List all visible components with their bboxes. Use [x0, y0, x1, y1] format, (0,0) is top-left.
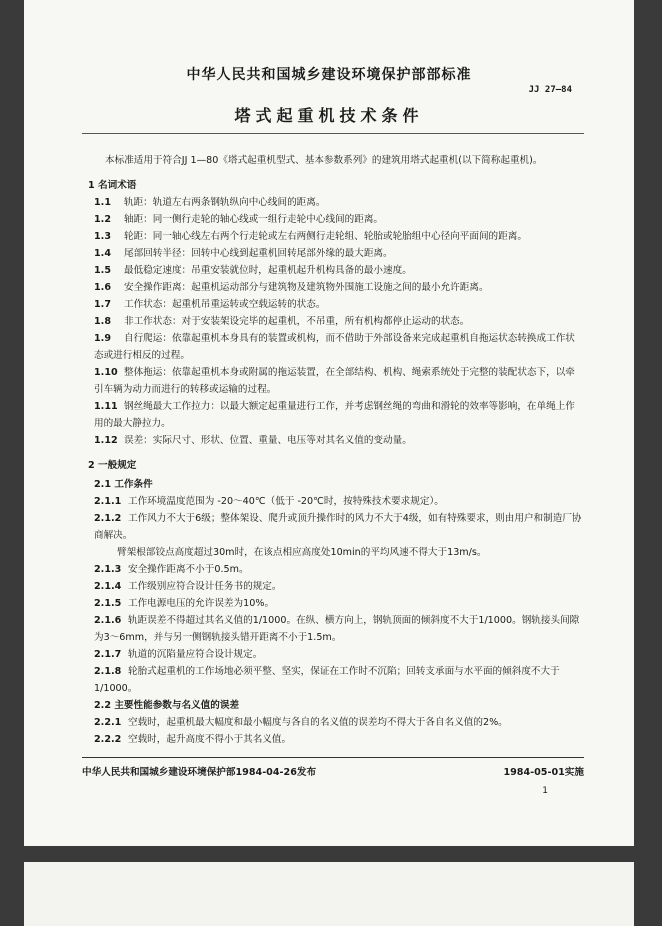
document-title: 塔式起重机技术条件 [234, 106, 424, 125]
clause-item [82, 194, 584, 211]
clause-item [82, 561, 584, 578]
clause-item [82, 211, 584, 228]
clause-number: 2.1.7 [94, 649, 122, 660]
section-2-1-list-a [82, 493, 584, 544]
section-2-2-heading: 2.2 主要性能参数与名义值的误差 [94, 700, 240, 711]
clause-text: 轨距误差不得超过其名义值的1/1000。在纵、横方向上，钢轨顶面的倾斜度不大于1/1000。钢轨接头间隙为3～6mm，并与另一侧钢轨接头错开距离不小于1.5m。 [94, 615, 580, 643]
clause-number: 2.1.1 [94, 496, 122, 507]
clause-number: 1.5 [94, 265, 111, 276]
clause-text: 空载时，起升高度不得小于其名义值。 [128, 734, 292, 745]
clause-text: 轮距：同一轴心线左右两个行走轮或左右两侧行走轮组、轮胎或轮胎组中心径向平面间的距离。 [124, 231, 527, 242]
clause-item [82, 398, 584, 432]
clause-text: 非工作状态：对于安装架设完毕的起重机，不吊重，所有机构都停止运动的状态。 [124, 316, 470, 327]
clause-item [82, 245, 584, 262]
clause-number: 2.1.8 [94, 666, 122, 677]
clause-number: 2.1.5 [94, 598, 122, 609]
clause-number: 2.2.2 [94, 734, 122, 745]
clause-number: 1.8 [94, 316, 111, 327]
standard-number: JJ 27—84 [528, 85, 572, 95]
clause-item [82, 493, 584, 510]
organization-title: 中华人民共和国城乡建设环境保护部部标准 [186, 67, 472, 83]
clause-text: 整体拖运：依靠起重机本身或附属的拖运装置，在全部结构、机构、绳索系统处于完整的装配状态下，以牵引车辆为动力而进行的转移或运输的过程。 [94, 367, 575, 395]
clause-number: 1.12 [94, 435, 118, 446]
issue-info: 中华人民共和国城乡建设环境保护部1984-04-26发布 [82, 767, 317, 778]
clause-text: 轨距：轨道左右两条钢轨纵向中心线间的距离。 [124, 197, 326, 208]
next-page [24, 862, 634, 926]
clause-text: 钢丝绳最大工作拉力：以最大额定起重量进行工作，并考虑钢丝绳的弯曲和滑轮的效率等影响，在单绳上作用的最大静拉力。 [94, 401, 575, 429]
clause-number: 1.2 [94, 214, 111, 225]
clause-item [82, 262, 584, 279]
section-2-2-list [82, 714, 584, 748]
intro-paragraph: 本标准适用于符合JJ 1—80《塔式起重机型式、基本参数系列》的建筑用塔式起重机(以下简称起重机)。 [105, 155, 543, 166]
clause-number: 2.1.2 [94, 513, 122, 524]
clause-number: 1.11 [94, 401, 118, 412]
clause-text: 安全操作距离：起重机运动部分与建筑物及建筑物外围施工设施之间的最小允许距离。 [124, 282, 489, 293]
clause-number: 1.10 [94, 367, 118, 378]
clause-number: 1.3 [94, 231, 111, 242]
bottom-divider [82, 757, 584, 758]
clause-text: 轴距：同一侧行走轮的轴心线或一组行走轮中心线间的距离。 [124, 214, 384, 225]
wind-note: 臂架根部铰点高度超过30m时，在该点相应高度处10min的平均风速不得大于13m/s。 [117, 547, 487, 558]
clause-item [82, 296, 584, 313]
clause-number: 1.7 [94, 299, 111, 310]
clause-item [82, 714, 584, 731]
clause-item [82, 228, 584, 245]
clause-text: 自行爬运：依靠起重机本身具有的装置或机构，而不借助于外部设备来完成起重机自拖运状态转换成工作状态或进行相反的过程。 [94, 333, 575, 361]
section-2-1-heading: 2.1 工作条件 [94, 479, 153, 490]
clause-text: 最低稳定速度：吊重安装就位时，起重机起升机构具备的最小速度。 [124, 265, 412, 276]
clause-text: 工作环境温度范围为 -20～40℃（低于 -20℃时，按特殊技术要求规定）。 [128, 496, 444, 507]
clause-item [82, 510, 584, 544]
section-1-list [82, 194, 584, 449]
clause-item [82, 595, 584, 612]
document-page [24, 0, 634, 846]
section-2-1-list-b [82, 561, 584, 697]
clause-text: 轮胎式起重机的工作场地必须平整、坚实，保证在工作时不沉陷；回转支承面与水平面的倾斜度不大于1/1000。 [94, 666, 560, 694]
clause-text: 轨道的沉陷量应符合设计规定。 [128, 649, 263, 660]
top-divider [82, 133, 584, 134]
section-1-heading: 1 名词术语 [88, 180, 137, 191]
clause-item [82, 279, 584, 296]
clause-number: 2.1.3 [94, 564, 122, 575]
clause-text: 工作级别应符合设计任务书的规定。 [128, 581, 282, 592]
clause-text: 尾部回转半径：回转中心线到起重机回转尾部外缘的最大距离。 [124, 248, 393, 259]
clause-item [82, 364, 584, 398]
clause-number: 1.9 [94, 333, 111, 344]
clause-text: 工作状态：起重机吊重运转或空载运转的状态。 [124, 299, 326, 310]
clause-item [82, 646, 584, 663]
clause-number: 1.1 [94, 197, 111, 208]
page-number: 1 [542, 786, 548, 796]
clause-item [82, 663, 584, 697]
clause-item [82, 731, 584, 748]
clause-text: 空载时，起重机最大幅度和最小幅度与各自的名义值的误差均不得大于各自名义值的2%。 [128, 717, 508, 728]
clause-item [82, 612, 584, 646]
clause-text: 安全操作距离不小于0.5m。 [128, 564, 249, 575]
clause-text: 误差：实际尺寸、形状、位置、重量、电压等对其名义值的变动量。 [124, 435, 412, 446]
clause-item [82, 313, 584, 330]
clause-item [82, 578, 584, 595]
clause-text: 工作电源电压的允许误差为10%。 [128, 598, 275, 609]
section-2-heading: 2 一般规定 [88, 460, 137, 471]
clause-item [82, 432, 584, 449]
clause-number: 2.1.6 [94, 615, 122, 626]
clause-item [82, 330, 584, 364]
clause-number: 2.2.1 [94, 717, 122, 728]
effective-date: 1984-05-01实施 [503, 767, 584, 778]
document-body [82, 152, 584, 748]
clause-text: 工作风力不大于6级；整体架设、爬升或顶升操作时的风力不大于4级，如有特殊要求，则由用户和制造厂协商解决。 [94, 513, 582, 541]
clause-number: 1.4 [94, 248, 111, 259]
clause-number: 2.1.4 [94, 581, 122, 592]
clause-number: 1.6 [94, 282, 111, 293]
